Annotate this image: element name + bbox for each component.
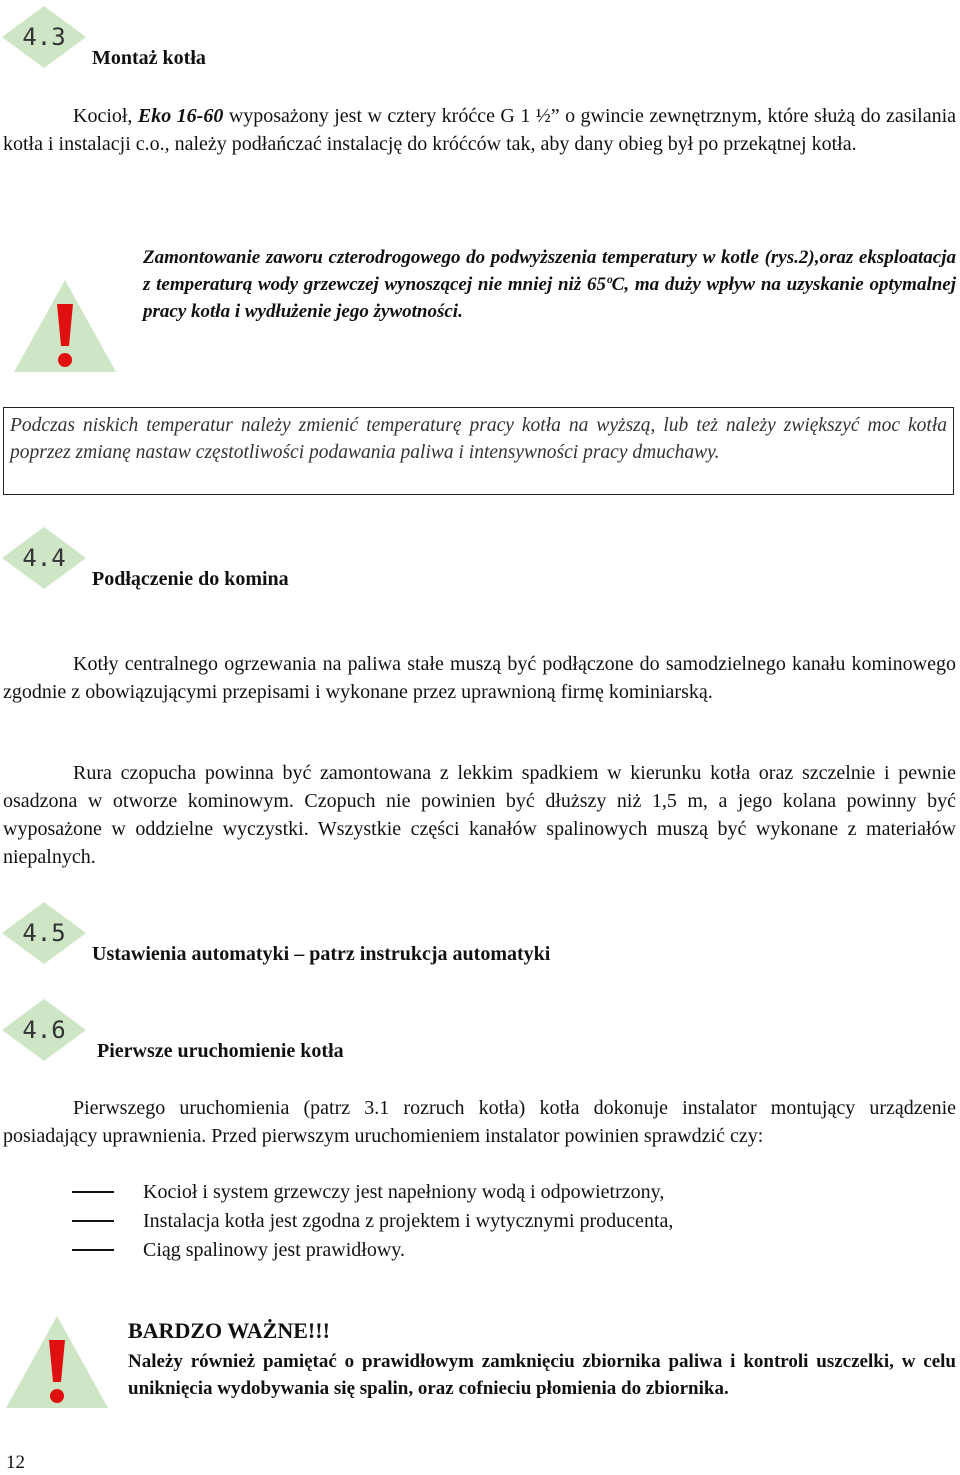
section-number-badge xyxy=(0,900,88,966)
paragraph: Pierwszego uruchomienia (patrz 3.1 rozruch kotła) kotła dokonuje instalator montujący urządzenie posiadający uprawnienia. Przed pierwszym uruchomieniem instalator powinien sprawdzić czy: xyxy=(3,1097,956,1147)
section-number: 4.5 xyxy=(22,919,66,947)
section-number: 4.6 xyxy=(22,1016,66,1044)
paragraph: Kotły centralnego ogrzewania na paliwa stałe muszą być podłączone do samodzielnego kanału kominowego zgodnie z obowiązującymi przepisami i wykonane przez uprawnioną firmę kominiarską. xyxy=(3,653,956,703)
section-heading: Podłączenie do komina xyxy=(92,568,289,590)
warning-exclamation-icon xyxy=(10,276,120,376)
dash-bullet xyxy=(72,1220,114,1222)
section-heading: Montaż kotła xyxy=(92,47,206,69)
list-item-text: Kocioł i system grzewczy jest napełniony wodą i odpowietrzony, xyxy=(143,1181,665,1203)
important-title: BARDZO WAŻNE!!! xyxy=(128,1318,330,1343)
section-heading: Pierwsze uruchomienie kotła xyxy=(97,1040,344,1062)
section-number-badge xyxy=(0,4,88,70)
model-name: Eko 16-60 xyxy=(137,105,224,127)
paragraph xyxy=(3,102,956,158)
warning-exclamation-icon xyxy=(2,1312,112,1412)
section-heading: Ustawienia automatyki – patrz instrukcja automatyki xyxy=(92,943,551,965)
page-number: 12 xyxy=(6,1452,25,1473)
warning-text: Zamontowanie zaworu czterodrogowego do podwyższenia temperatury w kotle (rys.2),oraz eksploatacja z temperaturą wody grzewczej wynoszącej nie mniej niż 65ºC, ma duży wpływ na uzyskanie optymalnej pracy kotła i wydłużenie jego żywotności. xyxy=(143,247,956,322)
note-box: Podczas niskich temperatur należy zmienić temperaturę pracy kotła na wyższą, lub też należy zwiększyć moc kotła poprzez zmianę nastaw częstotliwości podawania paliwa i intensywności pracy dmuchawy. xyxy=(3,407,954,495)
list-item-text: Ciąg spalinowy jest prawidłowy. xyxy=(143,1239,406,1261)
dash-bullet xyxy=(72,1249,114,1251)
text-run: Kocioł, xyxy=(73,105,138,127)
section-number: 4.4 xyxy=(22,544,66,572)
section-number-badge xyxy=(0,525,88,591)
text-run: wyposażony jest w cztery króćce G 1 ½” o gwincie zewnętrznym, które służą do zasilania kotła i instalacji c.o., należy podłańczać instalację do króćców tak, aby dany obieg był po przekątnej kotła. xyxy=(3,105,957,155)
dash-bullet xyxy=(72,1191,114,1193)
section-number-badge xyxy=(0,997,88,1063)
important-text: Należy również pamiętać o prawidłowym zamknięciu zbiornika paliwa i kontroli uszczelki, w celu uniknięcia wydobywania się spalin, oraz cofnieciu płomienia do zbiornika. xyxy=(128,1351,956,1399)
paragraph: Rura czopucha powinna być zamontowana z lekkim spadkiem w kierunku kotła oraz szczelnie i pewnie osadzona w otworze kominowym. Czopuch nie powinien być dłuższy niż 1,5 m, a jego kolana powinny być wyposażone w oddzielne wyczystki. Wszystkie części kanałów spalinowych muszą być wykonane z materiałów niepalnych. xyxy=(3,762,956,868)
section-number: 4.3 xyxy=(22,23,66,51)
list-item-text: Instalacja kotła jest zgodna z projektem i wytycznymi producenta, xyxy=(143,1210,674,1232)
